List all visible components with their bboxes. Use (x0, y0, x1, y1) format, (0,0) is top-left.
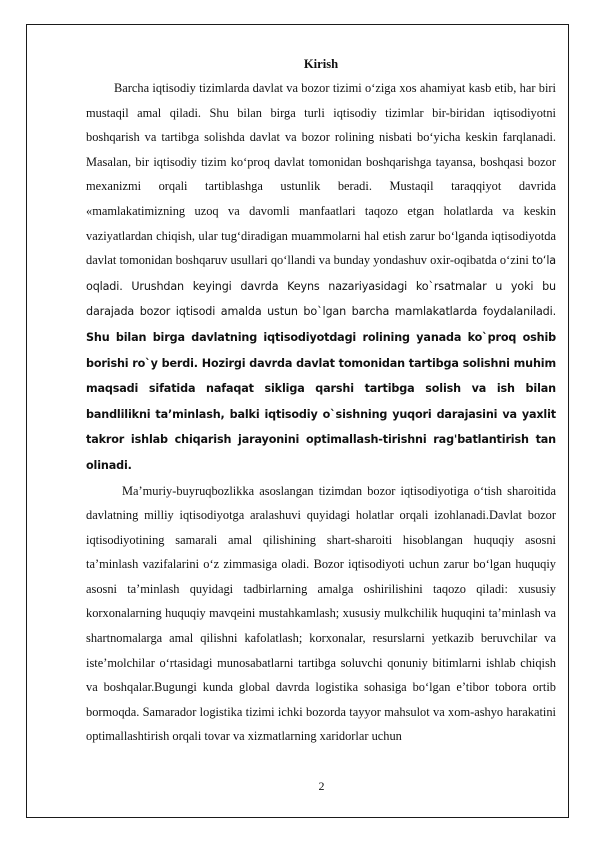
paragraph-intro-sans-text: to‘la oqladi. Urushdan keyingi davrda Keyns nazariyasidagi ko`rsatmalar u yoki bu darajada bozor iqtisodi amalda ustun bo`lgan barcha mamlakatlarda foydalaniladi. (86, 254, 556, 319)
paragraph-transition: Ma’muriy-buyruqbozlikka asoslangan tizimdan bozor iqtisodiyotiga o‘tish sharoitida davlatning milliy iqtisodiyotga aralashuvi quyidagi holatlar orqali izohlanadi.Davlat bozor iqtisodiyotining samarali amal qilishining shart-sharoiti hisoblangan huquqiy asosni ta’minlash vazifalarini o‘z zimmasiga oladi. Bozor iqtisodiyoti uchun zarur bo‘lgan huquqiy asosni ta’minlash quyidagi tadbirlarning amalga oshirilishini taqozo qiladi: xususiy korxonalarning huquqiy mavqeini mustahkamlash; xususiy mulkchilik huquqini ta’minlash va shartnomalarga amal qilishni kafolatlash; korxonalar, resurslarni yetkazib beruvchilar va iste’molchilar o‘rtasidagi munosabatlarni tartibga soluvchi qonuniy bitimlarni ishlab chiqish va boshqalar.Bugungi kunda global davrda logistika sohasiga bo‘lgan e’tibor tobora ortib bormoqda. Samarador logistika tizimi ichki bozorda tayyor mahsulot va xom-ashyo harakatini optimallashtirish orqali tovar va xizmatlarning xaridorlar uchun (86, 483, 556, 744)
paragraph-intro-bold-text: Shu bilan birga davlatning iqtisodiyotdagi rolining yanada ko`proq oshib borishi ro`y berdi. Hozirgi davrda davlat tomonidan tartibga solishni muhim maqsadi sifatida nafaqat sikliga qarshi tartibga solish va ish bilan bandlilikni ta’minlash, balki iqtisodiy o`sishning yuqori darajasini va yaxlit takror ishlab chiqarish jarayonini optimallash-tirishni rag'batlantirish tan olinadi. (86, 330, 556, 472)
page-number: 2 (318, 779, 325, 793)
paragraph-intro (86, 76, 556, 479)
page-title: Kirish (303, 57, 339, 71)
paragraph-intro-serif-text: Barcha iqtisodiy tizimlarda davlat va bozor tizimi o‘ziga xos ahamiyat kasb etib, har biri mustaqil amal qiladi. Shu bilan birga turli iqtisodiy tizimlar bir-biridan iqtisodiyotni boshqarish va tartibga solishda davlat va bozor rolining nisbati bo‘yicha keskin farqlanadi. Masalan, bir iqtisodiy tizim ko‘proq davlat tomonidan boshqarishga tayansa, boshqasi bozor mexanizmi orqali tartiblashga ustunlik beradi. Mustaqil taraqqiyot davrida «mamlakatimizning uzoq va davomli manfaatlari taqozo etgan holatlarda va keskin vaziyatlardan chiqish, ular tug‘diradigan muammolarni hal etish zarur bo‘lganda iqtisodiyotda davlat tomonidan boshqaruv usullari qo‘llandi va bunday yondashuv oxir-oqibatda o‘zini (86, 81, 556, 268)
document-body (86, 54, 556, 749)
